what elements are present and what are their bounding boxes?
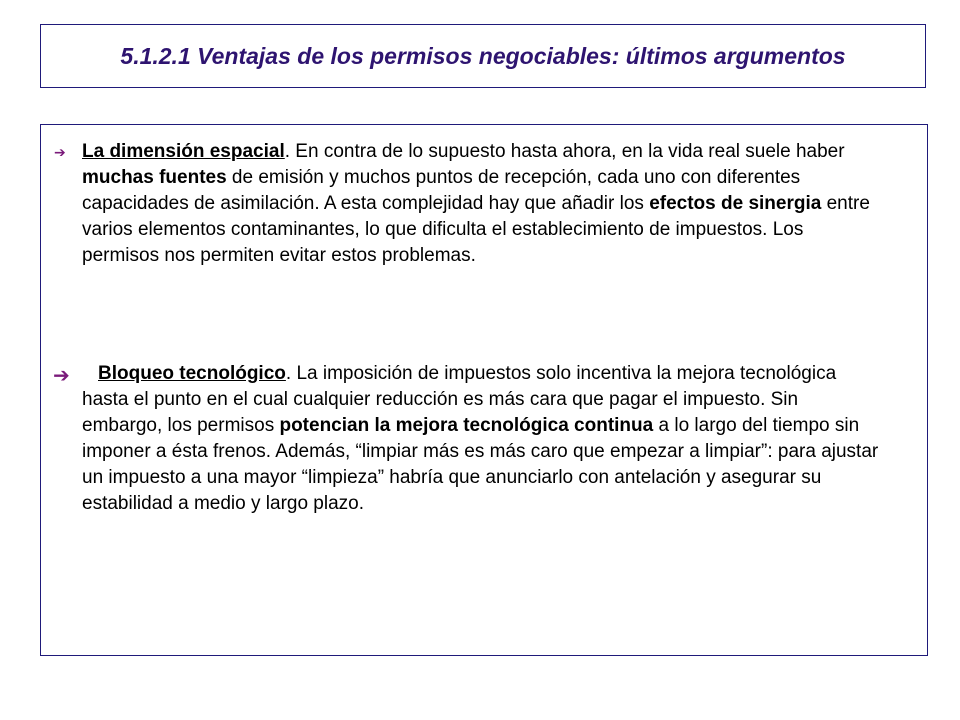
content-box	[40, 124, 928, 656]
bullet-text-part: entre varios elementos contaminantes, lo que dificulta el establecimiento de impuestos. Los permisos nos permiten evitar estos problemas.	[82, 193, 870, 266]
title-box	[40, 24, 926, 88]
bullet-text-tech-lock	[82, 361, 882, 517]
bullet-text-spatial	[82, 139, 882, 269]
page-title: 5.1.2.1 Ventajas de los permisos negociables: últimos argumentos	[120, 42, 846, 69]
bullet-heading-spatial: La dimensión espacial	[82, 141, 285, 162]
bullet-text-part: . En contra de lo supuesto hasta ahora, en la vida real suele haber	[284, 141, 845, 162]
bullet-text-part: . La imposición de impuestos solo incentiva la mejora tecnológica hasta el punto en el cual cualquier reducción es más cara que pagar el impuesto. Sin embargo, los permisos	[82, 363, 837, 436]
bullet-emphasis: muchas fuentes	[82, 167, 227, 188]
bullet-text-part: a lo largo del tiempo sin imponer a ésta frenos. Además, “limpiar más es más caro que empezar a limpiar”: para ajustar un impuesto a una mayor “limpieza” habría que anunciarlo con antelación y asegurar su estabilidad a medio y largo plazo.	[82, 415, 879, 514]
bullet-emphasis: efectos de sinergia	[649, 193, 822, 214]
bullet-emphasis: potencian la mejora tecnológica continua	[279, 415, 654, 436]
right-arrow-icon: ➔	[54, 145, 66, 161]
bullet-heading-tech-lock: Bloqueo tecnológico	[98, 363, 286, 384]
right-arrow-icon: ➔	[53, 363, 70, 387]
bullet-text-part: de emisión y muchos puntos de recepción, cada uno con diferentes capacidades de asimilación. A esta complejidad hay que añadir los	[82, 167, 801, 214]
